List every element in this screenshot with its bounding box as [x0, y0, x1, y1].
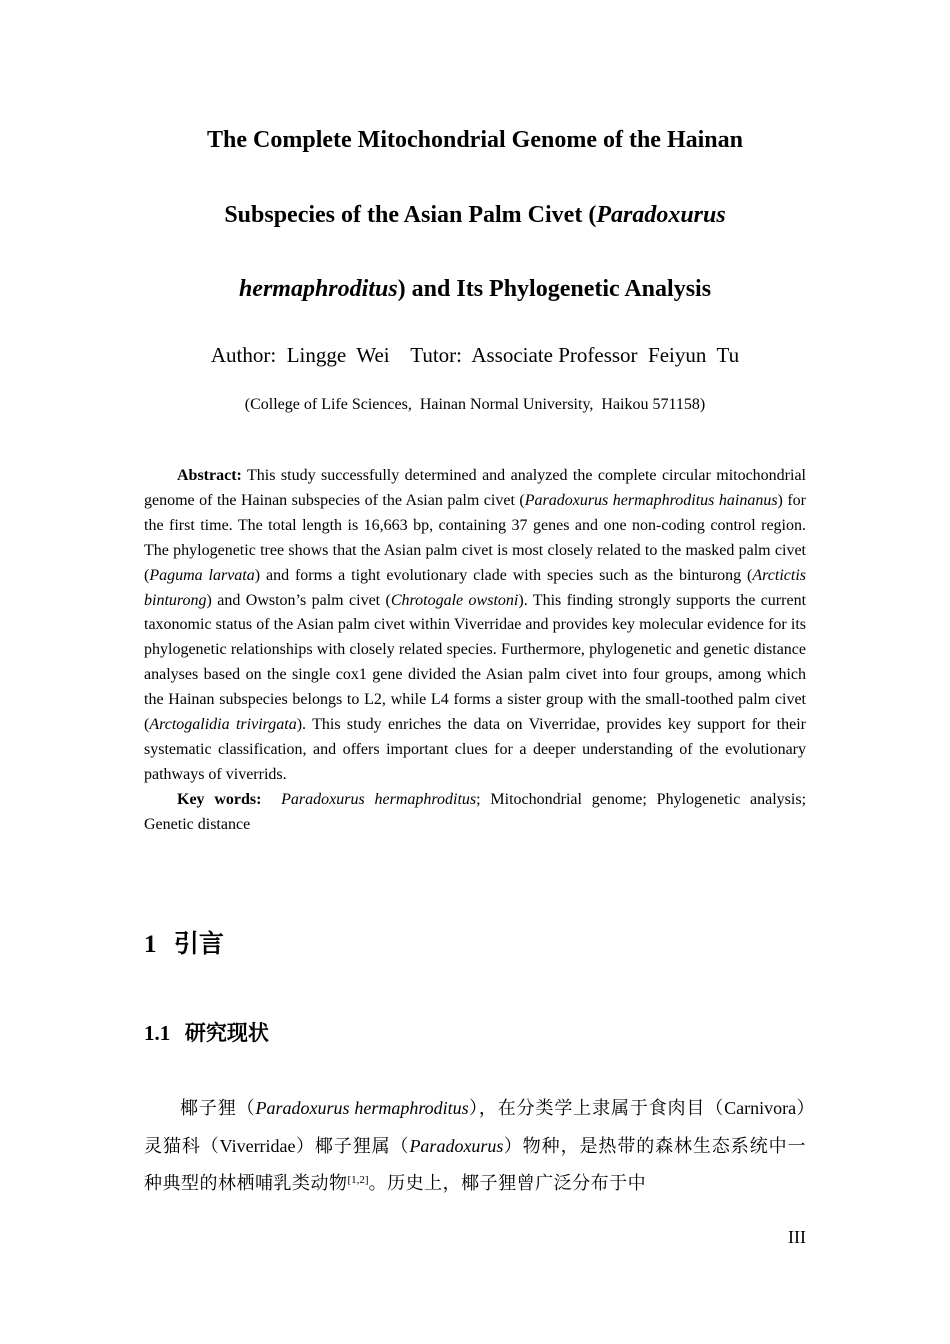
title-text-3: ) and Its Phylogenetic Analysis: [397, 276, 712, 302]
body-latin: Carnivora: [724, 1098, 797, 1118]
body-cjk: ）椰子狸属（: [295, 1135, 410, 1157]
abstract-text: ) and forms a tight evolutionary clade with species such as the binturong (: [254, 566, 753, 584]
body-cjk: ）物种，是热带的森林生态系统中一种典型的林栖哺乳类动物: [144, 1135, 807, 1194]
subsection-heading-1-1: [144, 1017, 269, 1049]
title-text-2: Subspecies of the Asian Palm Civet (: [224, 202, 597, 228]
title-genus: Paradoxurus: [596, 202, 726, 228]
title-line-1: [144, 125, 806, 155]
section-title: 引言: [173, 929, 224, 958]
page-number: III: [788, 1227, 806, 1247]
abstract-species: Arctictis binturong: [144, 566, 807, 609]
abstract-paragraph: [144, 464, 806, 788]
keywords-species: Paradoxurus hermaphroditus: [281, 790, 477, 808]
keywords-paragraph: [144, 788, 806, 838]
abstract-text: ). This study enriches the data on Viverridae, provides key support for their systematic classification, and offers important clues for a deeper understanding of the evolutionary pathways of viverrids.: [144, 716, 806, 783]
abstract-label: Abstract:: [177, 467, 242, 484]
body-cjk: 椰子狸（: [180, 1098, 256, 1119]
subsection-number: 1.1: [144, 1021, 171, 1045]
abstract-text: ) and Owston’s palm civet (: [206, 591, 391, 609]
citation-ref[interactable]: [1,2]: [347, 1174, 369, 1186]
author-line: Author: Lingge Wei Tutor: Associate Professor Feiyun Tu: [210, 343, 740, 367]
body-latin: Viverridae: [219, 1135, 296, 1156]
title-line-2: [144, 200, 806, 230]
abstract-text: ) for the first time. The total length is 16,663 bp, containing 37 genes and one non-coding control region. The phylogenetic tree shows that the Asian palm civet is most closely related to the masked palm civet (: [144, 491, 807, 584]
abstract-block: [144, 464, 806, 838]
title-species: hermaphroditus: [238, 276, 398, 302]
abstract-species: Paguma larvata: [149, 566, 255, 584]
title-line-3: [144, 274, 806, 304]
abstract-text: ). This finding strongly supports the current taxonomic status of the Asian palm civet within Viverridae and provides key molecular evidence for its phylogenetic relationships with closely related species. Furthermore, phylogenetic and genetic distance analyses based on the single cox1 gene divided the Asian palm civet into four groups, among which the Hainan subspecies belongs to L2, while L4 forms a sister group with the small-toothed palm civet (: [144, 591, 807, 734]
body-text: [144, 1090, 806, 1203]
body-paragraph: [144, 1090, 806, 1203]
body-cjk: 。历史上，椰子狸曾广泛分布于中: [368, 1173, 647, 1194]
title-text-1: The Complete Mitochondrial Genome of the Hainan: [207, 127, 743, 153]
abstract-text: This study successfully determined and analyzed the complete circular mitochondrial genome of the Hainan subspecies of the Asian palm civet (: [144, 467, 806, 509]
section-number: 1: [144, 931, 157, 958]
affiliation: (College of Life Sciences, Hainan Normal University, Haikou 571158): [244, 396, 706, 413]
abstract-species: Chrotogale owstoni: [390, 591, 519, 609]
subsection-title: 研究现状: [184, 1021, 269, 1045]
abstract-species: Arctogalidia trivirgata: [149, 716, 297, 734]
body-cjk: ）灵猫科（: [144, 1098, 807, 1157]
body-genus: Paradoxurus: [409, 1135, 504, 1156]
abstract-species: Paradoxurus hermaphroditus hainanus: [524, 491, 778, 509]
keywords-text: ; Mitochondrial genome; Phylogenetic analysis; Genetic distance: [144, 790, 807, 833]
body-species: Paradoxurus hermaphroditus: [255, 1098, 469, 1118]
section-heading-1: [144, 926, 224, 963]
keywords-label: Key words:: [177, 790, 262, 808]
body-cjk: ），在分类学上隶属于食肉目（: [468, 1098, 725, 1119]
